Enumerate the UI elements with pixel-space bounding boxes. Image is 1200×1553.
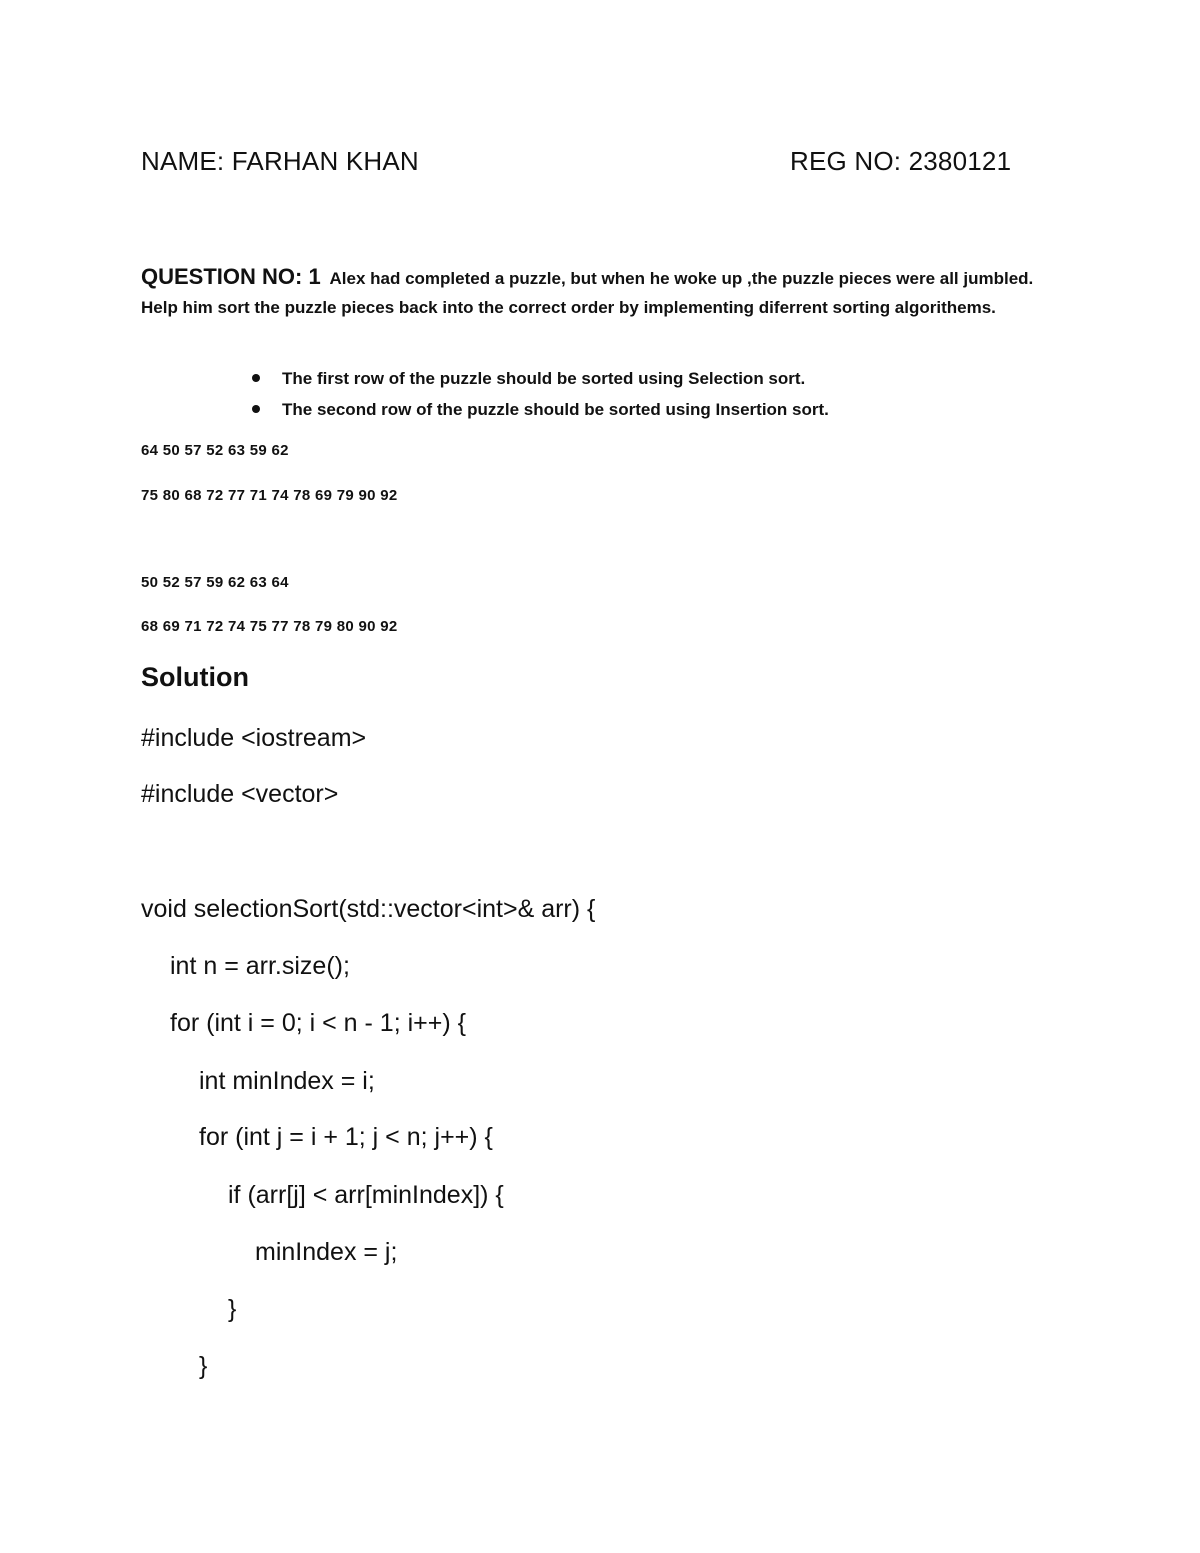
bullet-icon	[252, 374, 260, 382]
question-label: QUESTION NO: 1	[141, 264, 321, 289]
output-row-2: 68 69 71 72 74 75 77 78 79 80 90 92	[141, 618, 398, 635]
list-item: The first row of the puzzle should be sorted using Selection sort.	[250, 366, 829, 397]
code-line: void selectionSort(std::vector<int>& arr) {	[141, 895, 596, 923]
code-line: if (arr[j] < arr[minIndex]) {	[228, 1181, 504, 1209]
input-row-2: 75 80 68 72 77 71 74 78 69 79 90 92	[141, 487, 398, 504]
code-line: #include <vector>	[141, 780, 339, 808]
instruction-list	[250, 366, 829, 428]
code-line: int n = arr.size();	[170, 952, 350, 980]
code-line: }	[228, 1295, 237, 1323]
input-row-1: 64 50 57 52 63 59 62	[141, 442, 289, 459]
code-line: }	[199, 1352, 208, 1380]
registration-number: REG NO: 2380121	[790, 146, 1012, 176]
code-line: for (int j = i + 1; j < n; j++) {	[199, 1123, 493, 1151]
bullet-icon	[252, 405, 260, 413]
question-block	[141, 262, 1071, 322]
output-row-1: 50 52 57 59 62 63 64	[141, 574, 289, 591]
question-text: Alex had completed a puzzle, but when he woke up ,the puzzle pieces were all jumbled. Help him sort the puzzle pieces back into the correct order by implementing diferrent sorting algorithems.	[141, 269, 1034, 317]
student-name: NAME: FARHAN KHAN	[141, 146, 419, 176]
code-line: int minIndex = i;	[199, 1067, 375, 1095]
code-line: minIndex = j;	[255, 1238, 398, 1266]
code-line: #include <iostream>	[141, 724, 367, 752]
list-item: The second row of the puzzle should be sorted using Insertion sort.	[250, 397, 829, 428]
code-line: for (int i = 0; i < n - 1; i++) {	[170, 1009, 466, 1037]
solution-heading: Solution	[141, 662, 249, 692]
